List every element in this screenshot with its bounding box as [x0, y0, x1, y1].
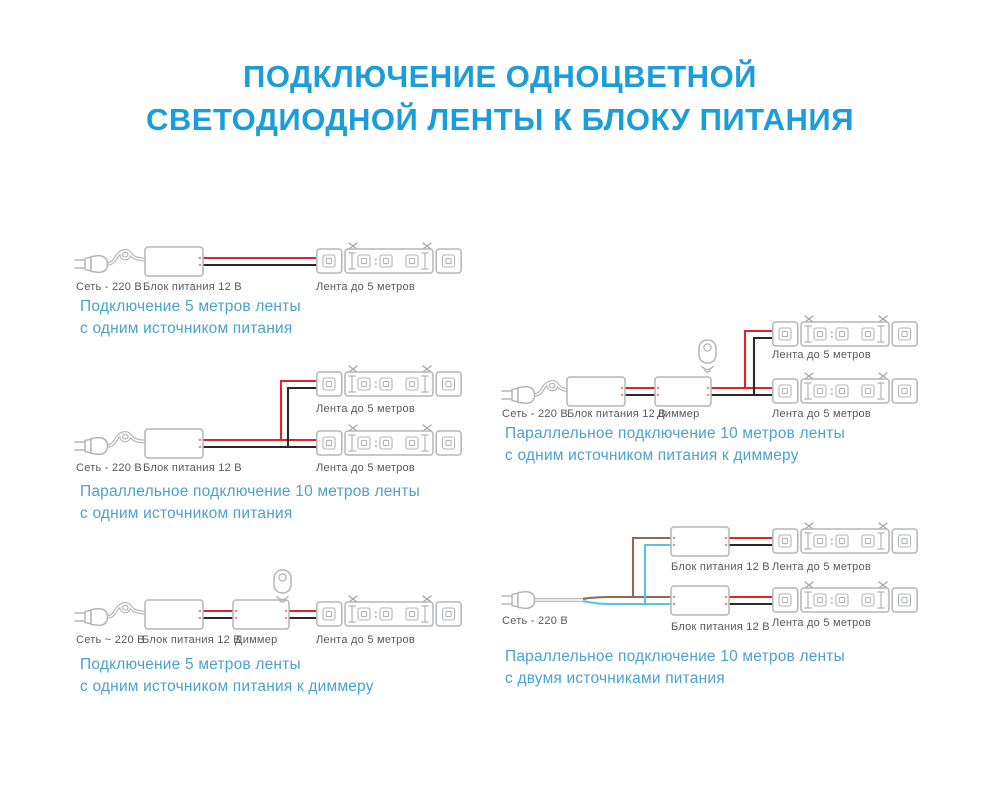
- psu-box: [145, 247, 203, 276]
- label-strip: Лента до 5 метров: [316, 634, 415, 646]
- caption-line: Подключение 5 метров ленты: [80, 656, 301, 673]
- wire-black: [729, 545, 774, 604]
- caption-line: Параллельное подключение 10 метров ленты: [505, 648, 845, 665]
- label-mains: Сеть ~ 220 В: [76, 634, 145, 646]
- psu-box-top: [671, 527, 729, 556]
- psu-box: [567, 377, 625, 406]
- caption-line: с одним источником питания: [80, 319, 293, 337]
- wire-black: [203, 388, 318, 447]
- led-strip-top: [773, 316, 917, 346]
- wire-red: [203, 381, 318, 440]
- diagram-4: [502, 316, 917, 420]
- plug-icon: [502, 592, 535, 609]
- label-mains: Сеть - 220 В: [76, 462, 142, 474]
- led-strip-bottom: [317, 425, 461, 455]
- caption-line: с одним источником питания к диммеру: [80, 677, 374, 695]
- label-strip-bottom: Лента до 5 метров: [772, 408, 871, 420]
- label-dimmer: Диммер: [657, 408, 700, 420]
- plug-icon: [502, 387, 535, 404]
- psu-box: [145, 429, 203, 458]
- label-strip-top: Лента до 5 метров: [316, 403, 415, 415]
- caption-line: с одним источником питания к диммеру: [505, 446, 799, 464]
- diagram-5-caption: [505, 646, 845, 689]
- dimmer-box: [233, 600, 289, 629]
- plug-icon: [75, 609, 108, 626]
- label-mains: Сеть - 220 В: [502, 408, 568, 420]
- remote-control-icon: [699, 340, 716, 372]
- label-mains: Сеть - 220 В: [502, 615, 568, 627]
- led-strip-bottom: [773, 373, 917, 403]
- plug-icon: [75, 256, 108, 273]
- caption-line: Параллельное подключение 10 метров ленты: [80, 483, 420, 500]
- led-strip-bottom: [773, 582, 917, 612]
- label-psu: Блок питания 12 В: [143, 281, 242, 293]
- diagram-3-caption: [80, 654, 374, 697]
- led-strip-top: [317, 366, 461, 396]
- label-psu-bottom: Блок питания 12 В: [671, 621, 770, 633]
- led-strip: [317, 596, 461, 626]
- page-title-line2: СВЕТОДИОДНОЙ ЛЕНТЫ К БЛОКУ ПИТАНИЯ: [146, 102, 854, 137]
- dimmer-box: [655, 377, 711, 406]
- wire-blue: [583, 545, 671, 604]
- diagram-2-caption: [80, 481, 420, 524]
- caption-line: с двумя источниками питания: [505, 669, 725, 687]
- psu-box-bottom: [671, 586, 729, 615]
- label-mains: Сеть - 220 В: [76, 281, 142, 293]
- caption-line: с одним источником питания: [80, 504, 293, 522]
- page-title-line1: ПОДКЛЮЧЕНИЕ ОДНОЦВЕТНОЙ: [243, 59, 757, 94]
- label-psu: Блок питания 12 В: [143, 462, 242, 474]
- label-psu: Блок питания 12 В: [142, 634, 241, 646]
- wire-brown: [583, 538, 671, 599]
- remote-control-icon: [274, 570, 291, 602]
- caption-line: Подключение 5 метров ленты: [80, 298, 301, 315]
- label-strip-top: Лента до 5 метров: [772, 561, 871, 573]
- label-psu: Блок питания 12 В: [567, 408, 666, 420]
- diagram-2: [75, 366, 461, 474]
- label-strip-bottom: Лента до 5 метров: [316, 462, 415, 474]
- label-psu-top: Блок питания 12 В: [671, 561, 770, 573]
- diagram-1: [75, 243, 461, 293]
- led-strip: [317, 243, 461, 273]
- led-strip-top: [773, 523, 917, 553]
- label-dimmer: Диммер: [235, 634, 278, 646]
- diagram-1-caption: [80, 296, 301, 339]
- label-strip-top: Лента до 5 метров: [772, 349, 871, 361]
- psu-box: [145, 600, 203, 629]
- plug-icon: [75, 438, 108, 455]
- diagram-3: [75, 570, 461, 646]
- label-strip-bottom: Лента до 5 метров: [772, 617, 871, 629]
- caption-line: Параллельное подключение 10 метров ленты: [505, 425, 845, 442]
- diagram-5: [502, 523, 917, 633]
- diagram-4-caption: [505, 423, 845, 466]
- label-strip: Лента до 5 метров: [316, 281, 415, 293]
